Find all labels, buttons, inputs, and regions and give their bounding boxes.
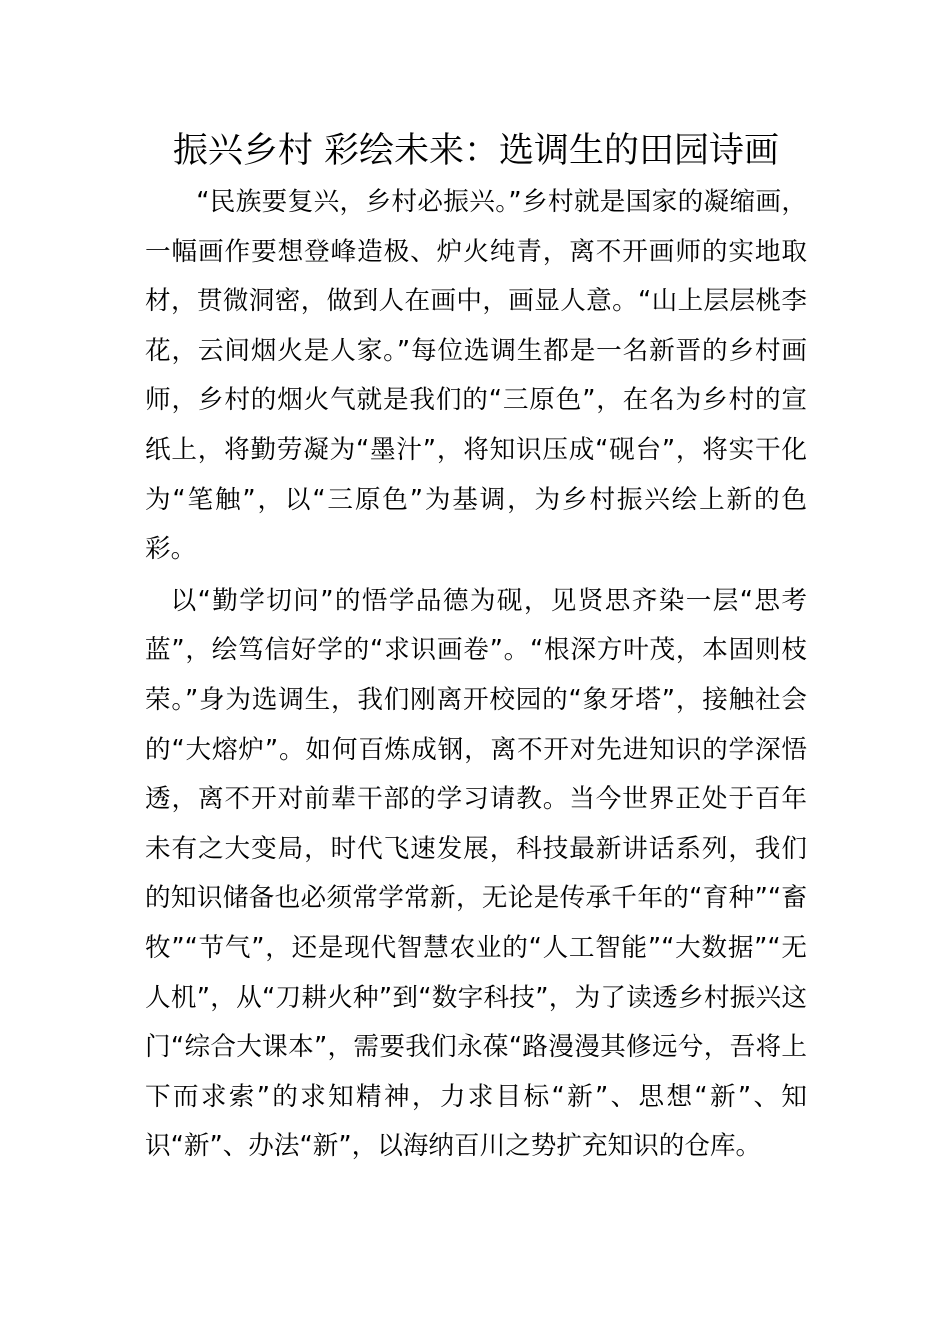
body-paragraph-1: “民族要复兴，乡村必振兴。”乡村就是国家的凝缩画，一幅画作要想登峰造极、炉火纯青，离不开画师的实地取材，贯微洞密，做到人在画中，画显人意。“山上层层桃李花，云间烟火是人家。”每位选调生都是一名新晋的乡村画师，乡村的烟火气就是我们的“三原色”，在名为乡村的宣纸上，将勤劳凝为“墨汁”，将知识压成“砚台”，将实干化为“笔触”，以“三原色”为基调，为乡村振兴绘上新的色彩。 xyxy=(145,187,807,565)
body-paragraph-2: 以“勤学切问”的悟学品德为砚，见贤思齐染一层“思考蓝”，绘笃信好学的“求识画卷”。“根深方叶茂，本固则枝荣。”身为选调生，我们刚离开校园的“象牙塔”，接触社会的“大熔炉”。如何百炼成钢，离不开对先进知识的学深悟透，离不开对前辈干部的学习请教。当今世界正处于百年未有之大变局，时代飞速发展，科技最新讲话系列，我们的知识储备也必须常学常新，无论是传承千年的“育种”“畜牧”“节气”，还是现代智慧农业的“人工智能”“大数据”“无人机”，从“刀耕火种”到“数字科技”，为了读透乡村振兴这门“综合大课本”，需要我们永葆“路漫漫其修远兮，吾将上下而求索”的求知精神，力求目标“新”、思想“新”、知识“新”、办法“新”，以海纳百川之势扩充知识的仓库。 xyxy=(145,585,807,1162)
document-page xyxy=(145,126,807,1172)
document-title: 振兴乡村 彩绘未来：选调生的田园诗画 xyxy=(172,131,780,171)
